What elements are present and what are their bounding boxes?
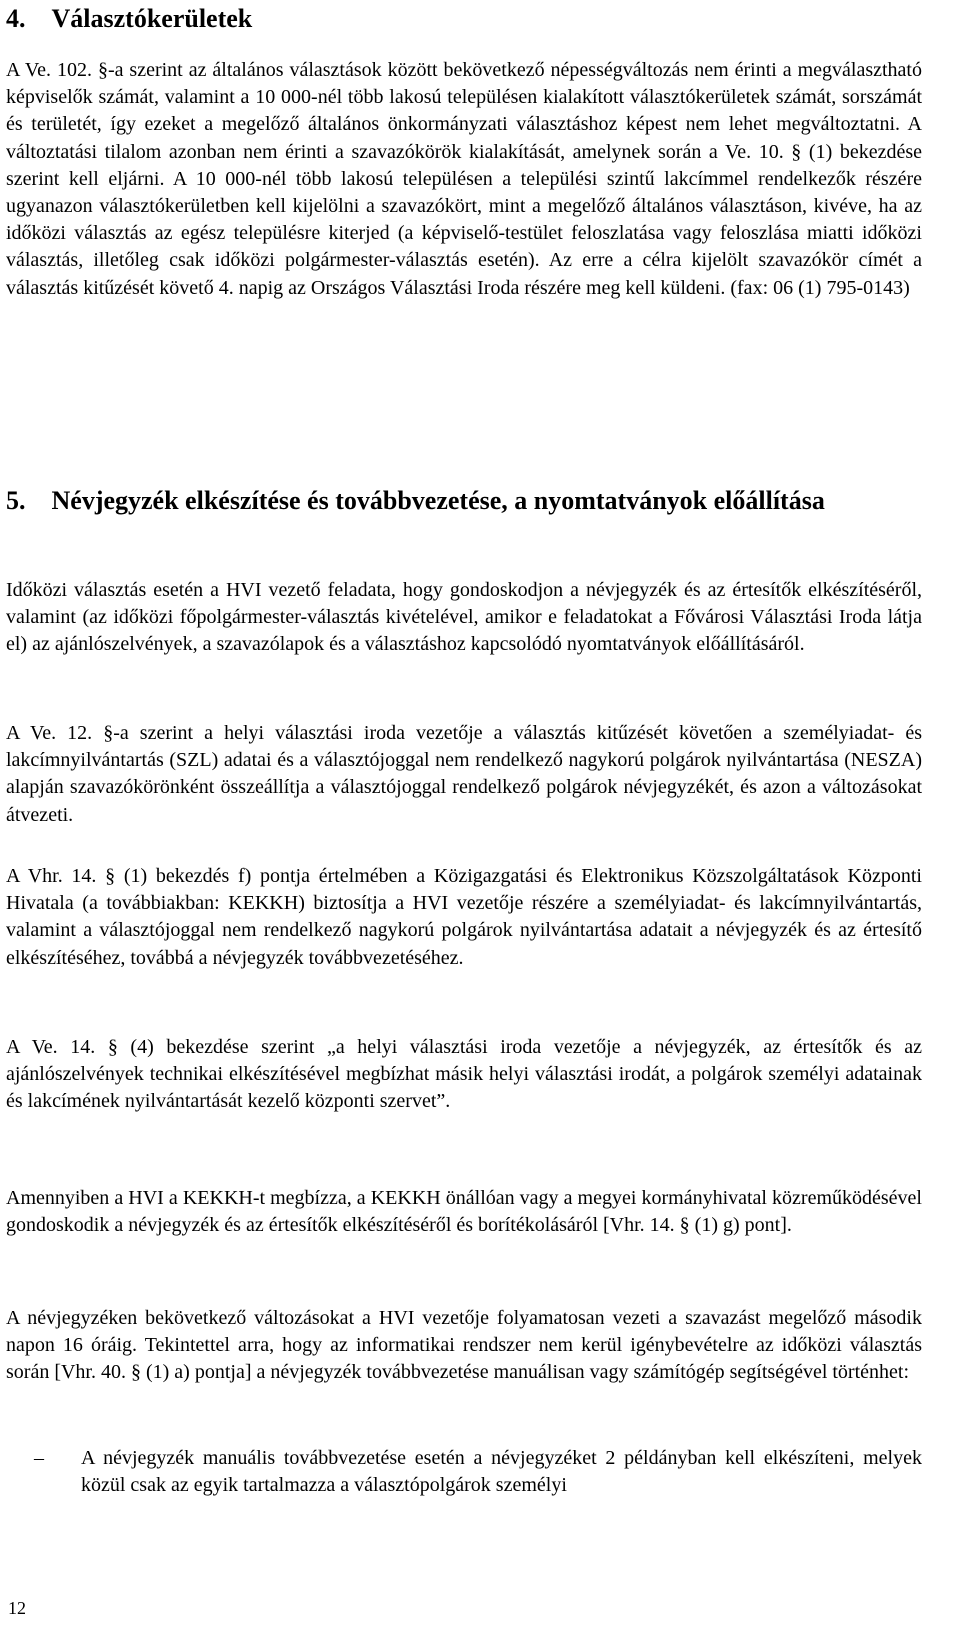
page-number: 12 (8, 1598, 26, 1618)
section-heading-4: 4. Választókerületek (6, 4, 253, 33)
paragraph-ve-14: A Ve. 14. § (4) bekezdése szerint „a helyi választási iroda vezetője a névjegyzék, az értesítők és az ajánlószelvények technikai elkészítésével megbízhat másik helyi választási irodát, a polgárok személyi adatainak és lakcímének nyilvántartását kezelő központi szervet”. (6, 1036, 922, 1113)
list-item (6, 1445, 922, 1499)
section-heading-5: 5. Névjegyzék elkészítése és továbbvezetése, a nyomtatványok előállítása (6, 486, 825, 515)
paragraph-kekkh-assignment: Amennyiben a HVI a KEKKH-t megbízza, a KEKKH önállóan vagy a megyei kormányhivatal közreműködésével gondoskodik a névjegyzék és az értesítők elkészítéséről és borítékolásáról [Vhr. 14. § (1) g) pont]. (6, 1187, 922, 1237)
paragraph-hvi-duties: Időközi választás esetén a HVI vezető feladata, hogy gondoskodjon a névjegyzék és az értesítők elkészítéséről, valamint (az időközi főpolgármester-választás kivételével, amikor e feladatokat a Fővárosi Választási Iroda látja el) az ajánlószelvények, a szavazólapok és a választáshoz kapcsolódó nyomtatványok előállításáról. (6, 579, 922, 656)
bullet-dash: – (34, 1447, 44, 1469)
paragraph-electoral-districts: A Ve. 102. §-a szerint az általános választások között bekövetkező népességváltozás nem érinti a megválasztható képviselők számát, valamint a 10 000-nél több lakosú településen kialakított választókerületek számát, sorszámát és területét, így ezeket a megelőző általános önkormányzati választáshoz képest nem lehet megváltoztatni. A változtatási tilalom azonban nem érinti a szavazókörök kialakítását, amelynek során a Ve. 10. § (1) bekezdése szerint kell eljárni. A 10 000-nél több lakosú településen a települési szintű lakcímmel rendelkezők részére ugyanazon választókerületben kell kijelölni a szavazókört, mint a megelőző általános választáson, kivéve, ha az időközi választás az egész településre kiterjed (a képviselő-testület feloszlatása vagy feloszlása miatti időközi választás, illetőleg csak időközi polgármester-választás esetén). Az erre a célra kijelölt szavazókör címét a választás kitűzését követő 4. napig az Országos Választási Iroda részére meg kell küldeni. (fax: 06 (1) 795-0143) (6, 59, 922, 299)
bullet-text: A névjegyzék manuális továbbvezetése esetén a névjegyzéket 2 példányban kell elkészíteni, melyek közül csak az egyik tartalmazza a választópolgárok személyi (81, 1447, 922, 1497)
paragraph-register-changes: A névjegyzéken bekövetkező változásokat a HVI vezetője folyamatosan vezeti a szavazást megelőző második napon 16 óráig. Tekintettel arra, hogy az informatikai rendszer nem kerül igénybevételre az időközi választás során [Vhr. 40. § (1) a) pontja] a névjegyzék továbbvezetése manuálisan vagy számítógép segítségével történhet: (6, 1307, 922, 1384)
paragraph-vhr-14: A Vhr. 14. § (1) bekezdés f) pontja értelmében a Közigazgatási és Elektronikus Közszolgáltatások Központi Hivatala (a továbbiakban: KEKKH) biztosítja a HVI vezetője részére a személyiadat- és lakcímnyilvántartás, valamint a választójoggal nem rendelkező nagykorú polgárok nyilvántartása adatait a névjegyzék és az értesítő elkészítéséhez, továbbá a névjegyzék továbbvezetéséhez. (6, 865, 922, 969)
paragraph-ve-12: A Ve. 12. §-a szerint a helyi választási iroda vezetője a választás kitűzését követően a személyiadat- és lakcímnyilvántartás (SZL) adatai és a választójoggal nem rendelkező nagykorú polgárok nyilvántartása (NESZA) alapján szavazókörönként összeállítja a választójoggal rendelkező polgárok névjegyzékét, és azon a változásokat átvezeti. (6, 722, 922, 826)
